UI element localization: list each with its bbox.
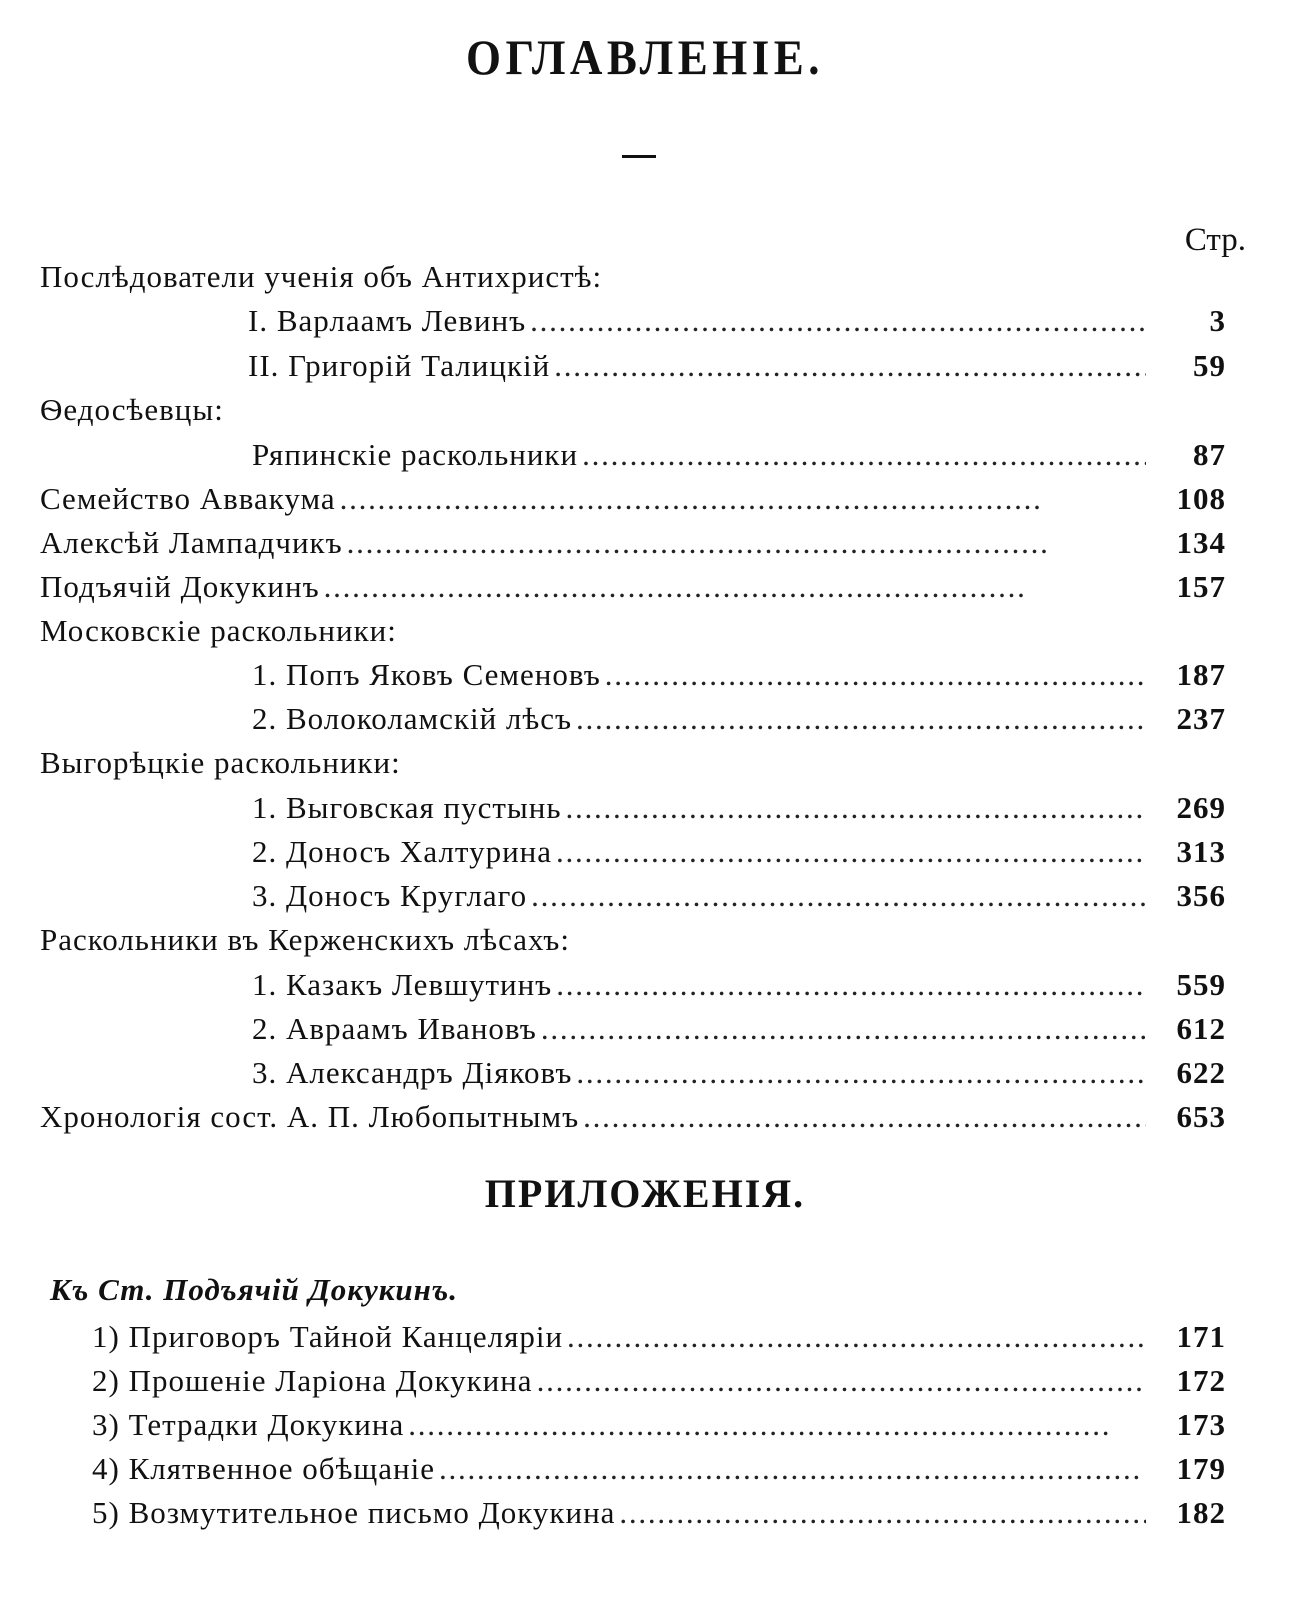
page-column-label: Стр.	[1184, 222, 1246, 258]
dot-leader	[530, 299, 1146, 343]
toc-entry[interactable]	[252, 963, 1226, 1007]
dot-leader	[582, 433, 1146, 477]
dot-leader	[340, 477, 1146, 521]
dot-leader	[541, 1007, 1146, 1051]
toc-entry-page: 356	[1176, 878, 1226, 913]
dot-leader	[554, 344, 1146, 388]
dot-leader	[556, 963, 1146, 1007]
toc-entry[interactable]	[252, 653, 1226, 697]
appendix-entry-label: 3) Тетрадки Докукина	[92, 1407, 405, 1442]
dot-leader	[347, 521, 1146, 565]
toc-section-heading: Ѳедосѣевцы:	[40, 392, 224, 427]
toc-entry[interactable]	[252, 1007, 1226, 1051]
toc-entry-label: 2. Авраамъ Ивановъ	[252, 1011, 537, 1046]
toc-entry-label: 1. Выговская пустынь	[252, 790, 562, 825]
toc-entry-label: Алексѣй Лампадчикъ	[40, 525, 343, 560]
toc-entry-label: 3. Доносъ Круглаго	[252, 878, 528, 913]
appendix-entry[interactable]	[92, 1447, 1226, 1491]
toc-entry-page: 622	[1176, 1055, 1226, 1090]
appendix-entry[interactable]	[92, 1315, 1226, 1359]
toc-entry-page: 653	[1176, 1099, 1226, 1134]
toc-entry[interactable]	[252, 830, 1226, 874]
dot-leader	[576, 697, 1146, 741]
toc-entry[interactable]	[40, 477, 1226, 521]
appendix-entry-page: 171	[1176, 1319, 1226, 1354]
page-title: ОГЛАВЛЕНІЕ.	[465, 29, 825, 85]
toc-entry[interactable]	[252, 1051, 1226, 1095]
toc-entry[interactable]	[40, 521, 1226, 565]
appendix-entry-page: 182	[1176, 1495, 1226, 1530]
toc-entry[interactable]	[40, 565, 1226, 609]
toc-entry-page: 559	[1176, 967, 1226, 1002]
toc-entry-label: Подъячій Докукинъ	[40, 569, 320, 604]
toc-section-heading: Московскіе раскольники:	[40, 613, 397, 648]
dot-leader	[537, 1359, 1146, 1403]
toc-entry-page: 3	[1209, 303, 1226, 338]
toc-entry-label: Семейство Аввакума	[40, 481, 336, 516]
appendix-heading: Къ Ст. Подъячій Докукинъ.	[50, 1272, 458, 1307]
toc-entry[interactable]	[252, 433, 1226, 477]
toc-entry-page: 269	[1176, 790, 1226, 825]
dot-leader	[565, 786, 1146, 830]
appendix-entry-label: 2) Прошеніе Ларіона Докукина	[92, 1363, 533, 1398]
toc-section-heading: Выгорѣцкіе раскольники:	[40, 745, 401, 780]
appendix-entry-label: 1) Приговоръ Тайной Канцеляріи	[92, 1319, 564, 1354]
dot-leader	[605, 653, 1146, 697]
dot-leader	[439, 1447, 1146, 1491]
toc-entry[interactable]	[252, 786, 1226, 830]
toc-entry[interactable]	[40, 1095, 1226, 1139]
toc-section-heading: Раскольники въ Керженскихъ лѣсахъ:	[40, 922, 570, 957]
toc-entry-label: 2. Волоколамскій лѣсъ	[252, 701, 573, 736]
title-rule	[622, 155, 656, 158]
appendix-entry[interactable]	[92, 1491, 1226, 1535]
toc-entry-page: 157	[1176, 569, 1226, 604]
toc-entry[interactable]	[248, 344, 1226, 388]
toc-entry-page: 612	[1176, 1011, 1226, 1046]
toc-entry-label: I. Варлаамъ Левинъ	[248, 303, 527, 338]
dot-leader	[576, 1051, 1146, 1095]
appendix-entry-page: 172	[1176, 1363, 1226, 1398]
toc-entry-label: 1. Попъ Яковъ Семеновъ	[252, 657, 601, 692]
toc-section-heading: Послѣдователи ученія объ Антихристѣ:	[40, 259, 603, 294]
appendix-entry[interactable]	[92, 1359, 1226, 1403]
dot-leader	[531, 874, 1146, 918]
appendix-entry-label: 5) Возмутительное письмо Докукина	[92, 1495, 616, 1530]
toc-entry-page: 134	[1176, 525, 1226, 560]
dot-leader	[556, 830, 1146, 874]
toc-entry-page: 237	[1176, 701, 1226, 736]
toc-entry-label: Хронологія сост. А. П. Любопытнымъ	[40, 1099, 580, 1134]
toc-entry-label: 2. Доносъ Халтурина	[252, 834, 553, 869]
appendix-entry-label: 4) Клятвенное обѣщаніе	[92, 1451, 436, 1486]
appendix-entry[interactable]	[92, 1403, 1226, 1447]
dot-leader	[567, 1315, 1146, 1359]
appendix-title: ПРИЛОЖЕНІЯ.	[484, 1171, 806, 1216]
toc-entry-label: II. Григорій Талицкій	[248, 348, 551, 383]
dot-leader	[619, 1491, 1146, 1535]
dot-leader	[324, 565, 1146, 609]
appendix-entry-page: 173	[1176, 1407, 1226, 1442]
toc-entry-page: 87	[1193, 437, 1226, 472]
appendix-entry-page: 179	[1176, 1451, 1226, 1486]
dot-leader	[583, 1095, 1146, 1139]
dot-leader	[408, 1403, 1146, 1447]
toc-entry-label: 3. Александръ Діяковъ	[252, 1055, 573, 1090]
toc-entry[interactable]	[252, 874, 1226, 918]
toc-entry[interactable]	[248, 299, 1226, 343]
toc-entry-label: Ряпинскіе раскольники	[252, 437, 579, 472]
toc-entry-page: 108	[1176, 481, 1226, 516]
toc-entry-page: 187	[1176, 657, 1226, 692]
toc-entry[interactable]	[252, 697, 1226, 741]
toc-entry-label: 1. Казакъ Левшутинъ	[252, 967, 553, 1002]
toc-entry-page: 59	[1193, 348, 1226, 383]
toc-entry-page: 313	[1176, 834, 1226, 869]
